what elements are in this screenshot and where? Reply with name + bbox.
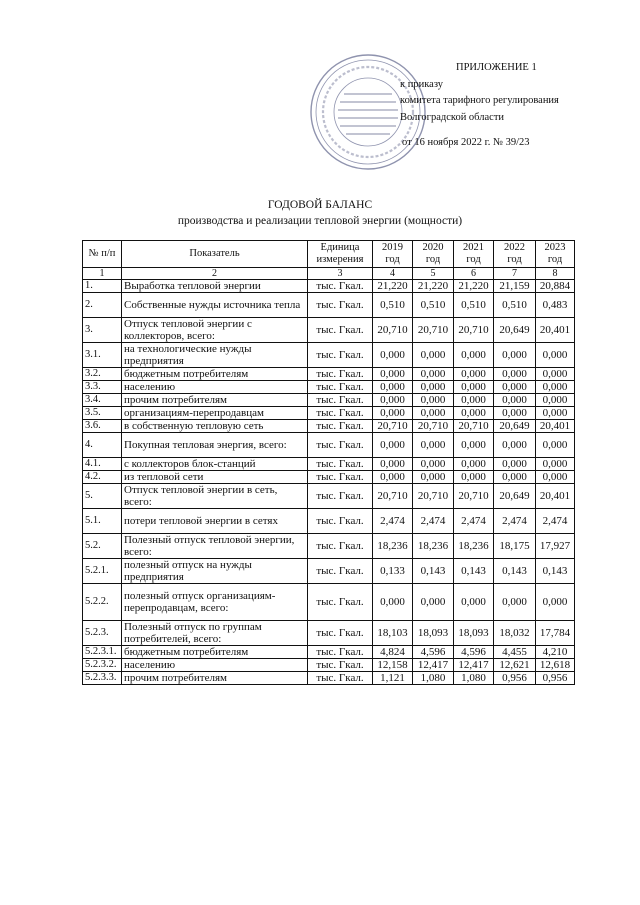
unit-cell: тыс. Гкал.	[308, 420, 373, 433]
unit-cell: тыс. Гкал.	[308, 484, 373, 509]
indicator-name: Собственные нужды источника тепла	[122, 293, 308, 318]
row-number: 4.2.	[83, 471, 122, 484]
row-number: 3.5.	[83, 407, 122, 420]
indicator-name: прочим потребителям	[122, 394, 308, 407]
value-cell: 20,649	[494, 318, 536, 343]
column-number: 4	[373, 268, 413, 280]
unit-cell: тыс. Гкал.	[308, 368, 373, 381]
value-cell: 2,474	[494, 509, 536, 534]
value-cell: 20,710	[373, 420, 413, 433]
unit-cell: тыс. Гкал.	[308, 621, 373, 646]
value-cell: 0,000	[494, 458, 536, 471]
indicator-name: прочим потребителям	[122, 672, 308, 685]
row-number: 2.	[83, 293, 122, 318]
unit-cell: тыс. Гкал.	[308, 659, 373, 672]
value-cell: 0,143	[536, 559, 575, 584]
value-cell: 2,474	[413, 509, 454, 534]
value-cell: 18,236	[373, 534, 413, 559]
value-cell: 0,000	[494, 368, 536, 381]
value-cell: 0,510	[494, 293, 536, 318]
row-number: 5.2.3.2.	[83, 659, 122, 672]
row-number: 5.1.	[83, 509, 122, 534]
unit-cell: тыс. Гкал.	[308, 509, 373, 534]
table-row	[83, 293, 575, 318]
unit-cell: тыс. Гкал.	[308, 584, 373, 621]
value-cell: 0,000	[413, 407, 454, 420]
value-cell: 0,000	[536, 368, 575, 381]
value-cell: 0,510	[454, 293, 494, 318]
table-row	[83, 343, 575, 368]
value-cell: 0,510	[413, 293, 454, 318]
column-number: 1	[83, 268, 122, 280]
value-cell: 20,401	[536, 318, 575, 343]
header-num: № п/п	[83, 241, 122, 268]
value-cell: 4,824	[373, 646, 413, 659]
row-number: 5.2.1.	[83, 559, 122, 584]
table-row	[83, 394, 575, 407]
header-row	[83, 241, 575, 268]
row-number: 5.2.3.1.	[83, 646, 122, 659]
value-cell: 2,474	[454, 509, 494, 534]
value-cell: 21,220	[413, 280, 454, 293]
value-cell: 0,000	[413, 381, 454, 394]
value-cell: 20,710	[413, 318, 454, 343]
value-cell: 0,143	[494, 559, 536, 584]
value-cell: 20,710	[454, 420, 494, 433]
row-number: 3.6.	[83, 420, 122, 433]
value-cell: 0,956	[536, 672, 575, 685]
table-row	[83, 621, 575, 646]
issuing-committee: комитета тарифного регулирования	[400, 95, 559, 106]
value-cell: 0,000	[373, 584, 413, 621]
value-cell: 0,000	[413, 584, 454, 621]
column-number: 6	[454, 268, 494, 280]
value-cell: 0,000	[454, 584, 494, 621]
value-cell: 0,000	[413, 394, 454, 407]
value-cell: 0,000	[373, 433, 413, 458]
value-cell: 0,000	[536, 433, 575, 458]
value-cell: 20,649	[494, 420, 536, 433]
value-cell: 20,710	[413, 420, 454, 433]
value-cell: 2,474	[536, 509, 575, 534]
value-cell: 18,175	[494, 534, 536, 559]
value-cell: 12,417	[413, 659, 454, 672]
table-row	[83, 584, 575, 621]
unit-cell: тыс. Гкал.	[308, 318, 373, 343]
value-cell: 0,956	[494, 672, 536, 685]
value-cell: 0,000	[494, 471, 536, 484]
value-cell: 0,000	[454, 433, 494, 458]
indicator-name: из тепловой сети	[122, 471, 308, 484]
value-cell: 4,596	[413, 646, 454, 659]
value-cell: 20,401	[536, 484, 575, 509]
column-numbers-row	[83, 268, 575, 280]
unit-cell: тыс. Гкал.	[308, 559, 373, 584]
value-cell: 12,621	[494, 659, 536, 672]
indicator-name: на технологические нужды предприятия	[122, 343, 308, 368]
value-cell: 0,000	[373, 381, 413, 394]
value-cell: 12,158	[373, 659, 413, 672]
unit-cell: тыс. Гкал.	[308, 471, 373, 484]
indicator-name: полезный отпуск организациям-перепродавцам, всего:	[122, 584, 308, 621]
row-number: 5.2.3.	[83, 621, 122, 646]
value-cell: 21,220	[373, 280, 413, 293]
value-cell: 0,000	[536, 584, 575, 621]
value-cell: 0,143	[454, 559, 494, 584]
value-cell: 0,000	[373, 368, 413, 381]
value-cell: 0,000	[454, 381, 494, 394]
value-cell: 0,000	[454, 343, 494, 368]
table-row	[83, 672, 575, 685]
value-cell: 21,159	[494, 280, 536, 293]
header-2020: 2020 год	[413, 241, 454, 268]
value-cell: 4,596	[454, 646, 494, 659]
unit-cell: тыс. Гкал.	[308, 458, 373, 471]
value-cell: 20,710	[454, 318, 494, 343]
value-cell: 0,000	[536, 458, 575, 471]
value-cell: 0,000	[454, 394, 494, 407]
unit-cell: тыс. Гкал.	[308, 280, 373, 293]
table-row	[83, 280, 575, 293]
value-cell: 0,000	[454, 471, 494, 484]
table-row	[83, 420, 575, 433]
table-row	[83, 318, 575, 343]
indicator-name: Покупная тепловая энергия, всего:	[122, 433, 308, 458]
table-row	[83, 368, 575, 381]
unit-cell: тыс. Гкал.	[308, 343, 373, 368]
indicator-name: Полезный отпуск тепловой энергии, всего:	[122, 534, 308, 559]
title-sub: производства и реализации тепловой энергии (мощности)	[177, 215, 463, 227]
value-cell: 20,710	[454, 484, 494, 509]
value-cell: 0,000	[413, 368, 454, 381]
value-cell: 18,093	[413, 621, 454, 646]
order-date-number: от 16 ноября 2022 г. № 39/23	[402, 137, 530, 148]
value-cell: 0,000	[413, 471, 454, 484]
value-cell: 1,080	[413, 672, 454, 685]
value-cell: 20,401	[536, 420, 575, 433]
value-cell: 0,000	[494, 433, 536, 458]
row-number: 5.2.	[83, 534, 122, 559]
value-cell: 0,143	[413, 559, 454, 584]
value-cell: 20,710	[413, 484, 454, 509]
value-cell: 20,710	[373, 318, 413, 343]
value-cell: 20,649	[494, 484, 536, 509]
table-row	[83, 659, 575, 672]
unit-cell: тыс. Гкал.	[308, 381, 373, 394]
value-cell: 12,417	[454, 659, 494, 672]
indicator-name: полезный отпуск на нужды предприятия	[122, 559, 308, 584]
row-number: 3.4.	[83, 394, 122, 407]
value-cell: 18,093	[454, 621, 494, 646]
value-cell: 1,121	[373, 672, 413, 685]
unit-cell: тыс. Гкал.	[308, 646, 373, 659]
value-cell: 18,236	[413, 534, 454, 559]
value-cell: 0,000	[454, 458, 494, 471]
value-cell: 0,000	[494, 394, 536, 407]
value-cell: 0,000	[373, 394, 413, 407]
value-cell: 0,000	[494, 584, 536, 621]
indicator-name: бюджетным потребителям	[122, 646, 308, 659]
table-row	[83, 458, 575, 471]
value-cell: 0,000	[536, 407, 575, 420]
value-cell: 0,000	[494, 407, 536, 420]
unit-cell: тыс. Гкал.	[308, 407, 373, 420]
region-name: Волгоградской области	[400, 111, 505, 123]
column-number: 2	[122, 268, 308, 280]
document-title	[0, 197, 640, 229]
row-number: 3.1.	[83, 343, 122, 368]
appendix-label: ПРИЛОЖЕНИЕ 1	[456, 62, 537, 73]
title-main: ГОДОВОЙ БАЛАНС	[267, 199, 373, 211]
row-number: 3.2.	[83, 368, 122, 381]
indicator-name: Выработка тепловой энергии	[122, 280, 308, 293]
row-number: 3.3.	[83, 381, 122, 394]
value-cell: 21,220	[454, 280, 494, 293]
value-cell: 0,000	[454, 368, 494, 381]
row-number: 3.	[83, 318, 122, 343]
indicator-name: организациям-перепродавцам	[122, 407, 308, 420]
value-cell: 4,455	[494, 646, 536, 659]
header-name: Показатель	[122, 241, 308, 268]
row-number: 5.2.2.	[83, 584, 122, 621]
table-row	[83, 407, 575, 420]
row-number: 5.2.3.3.	[83, 672, 122, 685]
header-2021: 2021 год	[454, 241, 494, 268]
value-cell: 0,000	[413, 458, 454, 471]
table-row	[83, 484, 575, 509]
value-cell: 0,133	[373, 559, 413, 584]
table-row	[83, 471, 575, 484]
row-number: 4.1.	[83, 458, 122, 471]
value-cell: 1,080	[454, 672, 494, 685]
value-cell: 2,474	[373, 509, 413, 534]
table-row	[83, 534, 575, 559]
row-number: 4.	[83, 433, 122, 458]
value-cell: 12,618	[536, 659, 575, 672]
indicator-name: потери тепловой энергии в сетях	[122, 509, 308, 534]
value-cell: 0,483	[536, 293, 575, 318]
value-cell: 0,000	[373, 343, 413, 368]
table-row	[83, 509, 575, 534]
value-cell: 18,032	[494, 621, 536, 646]
value-cell: 0,000	[494, 381, 536, 394]
value-cell: 0,000	[373, 407, 413, 420]
table-row	[83, 559, 575, 584]
value-cell: 0,000	[536, 381, 575, 394]
column-number: 5	[413, 268, 454, 280]
indicator-name: с коллекторов блок-станций	[122, 458, 308, 471]
indicator-name: Отпуск тепловой энергии в сеть, всего:	[122, 484, 308, 509]
value-cell: 0,000	[454, 407, 494, 420]
value-cell: 0,000	[536, 343, 575, 368]
unit-cell: тыс. Гкал.	[308, 394, 373, 407]
indicator-name: бюджетным потребителям	[122, 368, 308, 381]
value-cell: 4,210	[536, 646, 575, 659]
value-cell: 0,000	[536, 394, 575, 407]
table-row	[83, 646, 575, 659]
value-cell: 0,000	[373, 471, 413, 484]
indicator-name: Отпуск тепловой энергии с коллекторов, всего:	[122, 318, 308, 343]
value-cell: 18,236	[454, 534, 494, 559]
table-row	[83, 433, 575, 458]
unit-cell: тыс. Гкал.	[308, 433, 373, 458]
row-number: 5.	[83, 484, 122, 509]
row-number: 1.	[83, 280, 122, 293]
column-number: 8	[536, 268, 575, 280]
header-2019: 2019 год	[373, 241, 413, 268]
value-cell: 0,000	[413, 343, 454, 368]
value-cell: 0,000	[494, 343, 536, 368]
indicator-name: в собственную тепловую сеть	[122, 420, 308, 433]
order-reference: к приказу	[400, 78, 443, 90]
column-number: 3	[308, 268, 373, 280]
unit-cell: тыс. Гкал.	[308, 672, 373, 685]
appendix-header	[398, 60, 598, 152]
value-cell: 20,884	[536, 280, 575, 293]
value-cell: 17,784	[536, 621, 575, 646]
header-2022: 2022 год	[494, 241, 536, 268]
unit-cell: тыс. Гкал.	[308, 293, 373, 318]
indicator-name: населению	[122, 381, 308, 394]
value-cell: 20,710	[373, 484, 413, 509]
header-2023: 2023 год	[536, 241, 575, 268]
value-cell: 18,103	[373, 621, 413, 646]
unit-cell: тыс. Гкал.	[308, 534, 373, 559]
header-unit: Единица измерения	[308, 241, 373, 268]
value-cell: 17,927	[536, 534, 575, 559]
value-cell: 0,000	[413, 433, 454, 458]
indicator-name: Полезный отпуск по группам потребителей, всего:	[122, 621, 308, 646]
indicator-name: населению	[122, 659, 308, 672]
value-cell: 0,000	[536, 471, 575, 484]
value-cell: 0,510	[373, 293, 413, 318]
column-number: 7	[494, 268, 536, 280]
table-row	[83, 381, 575, 394]
value-cell: 0,000	[373, 458, 413, 471]
balance-table	[82, 240, 575, 685]
